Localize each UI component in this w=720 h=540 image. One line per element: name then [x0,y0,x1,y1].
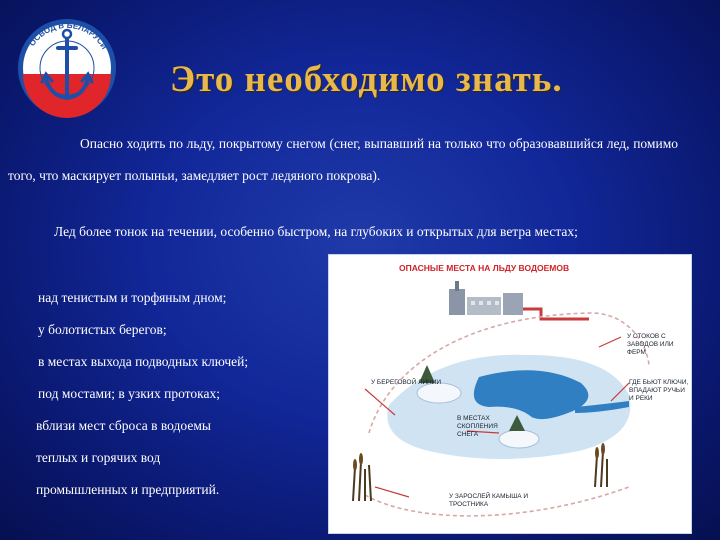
label-snow: В МЕСТАХ СКОПЛЕНИЯ СНЕГА [457,415,498,438]
page-title: Это необходимо знать. [170,59,563,100]
label-factories: У СТОКОВ С ЗАВОДОВ ИЛИ ФЕРМ [627,333,674,356]
logo-ring-text: ОСВОД В БЕЛАРУСИ [27,20,109,51]
list-item: над тенистым и торфяным дном; [38,290,227,305]
list-item: промышленных и предприятий. [36,482,220,497]
label-springs: ГДЕ БЬЮТ КЛЮЧИ, ВПАДАЮТ РУЧЬИ И РЕКИ [629,379,689,402]
label-reeds: У ЗАРОСЛЕЙ КАМЫША И ТРОСТНИКА [449,493,529,508]
list-item: под мостами; в узких протоках; [38,386,221,401]
dangerous-ice-diagram [328,254,692,534]
list-item: вблизи мест сброса в водоемы [36,418,211,433]
paragraph-snow-ice: Опасно ходить по льду, покрытому снегом (снег, выпавший на только что образовавшийся лед, помимо того, что маскирует полыньи, замедляет рост ледяного покрова). [8,136,678,183]
diagram-title: ОПАСНЫЕ МЕСТА НА ЛЬДУ ВОДОЕМОВ [399,263,570,273]
factory-icon [449,281,523,315]
label-shore: У БЕРЕГОВОЙ ЛИНИИ [371,379,442,386]
osvod-logo [8,12,126,124]
list-item: теплых и горячих вод [36,450,161,465]
list-item: в местах выхода подводных ключей; [38,354,249,369]
paragraph-thin-ice: Лед более тонок на течении, особенно быстром, на глубоких и открытых для ветра местах; [54,224,578,239]
list-item: у болотистых берегов; [38,322,167,337]
